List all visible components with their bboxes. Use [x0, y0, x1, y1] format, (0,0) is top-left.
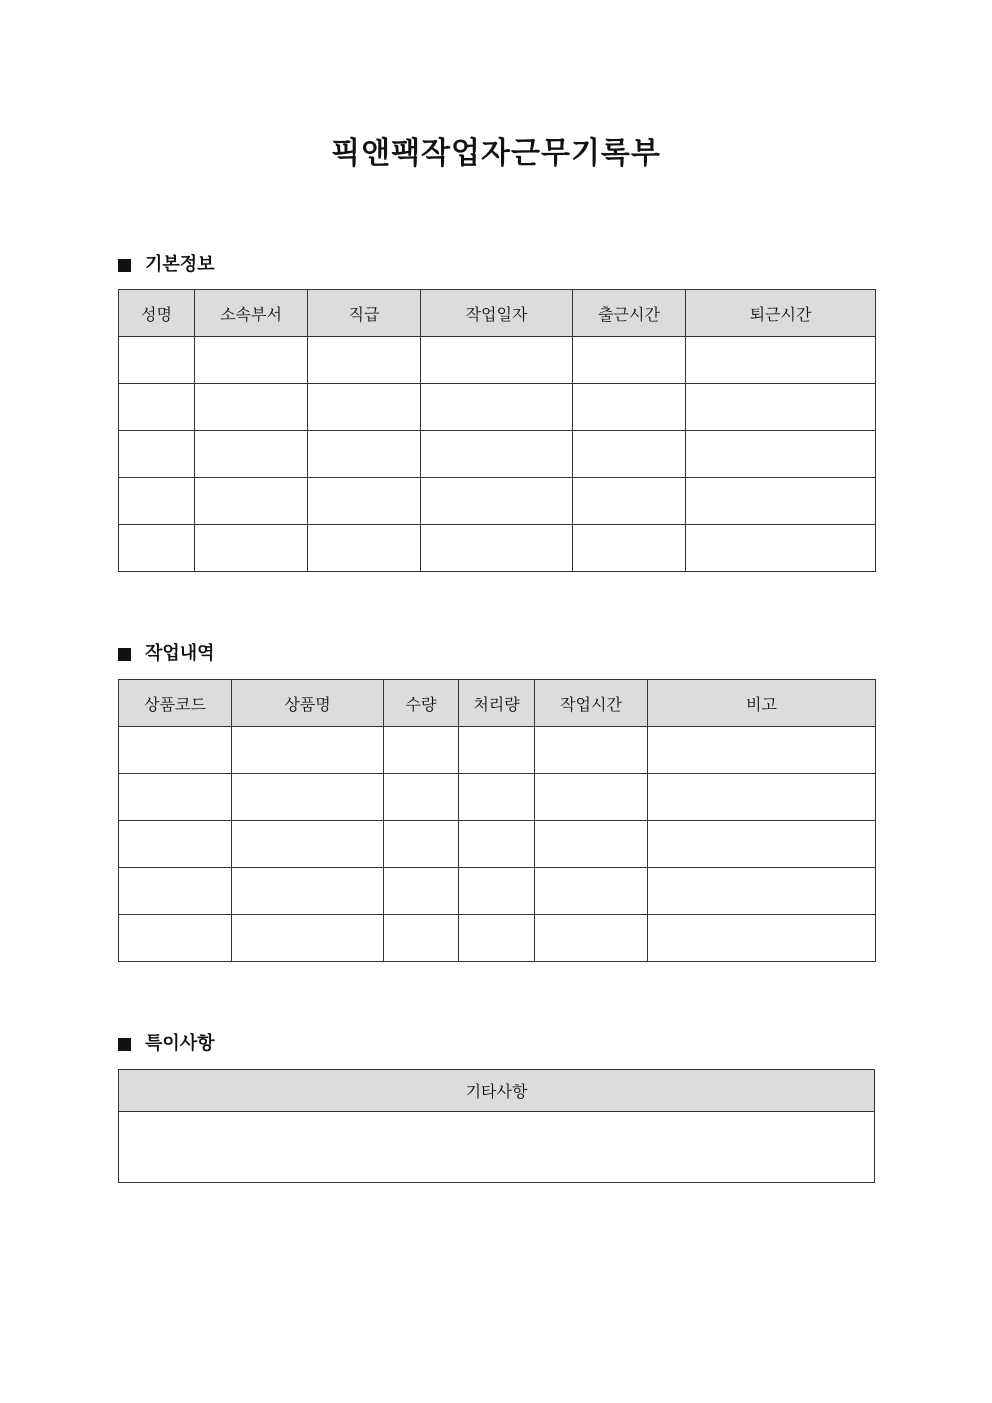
- column-header-clock-in: 출근시간: [573, 290, 686, 337]
- table-cell[interactable]: [119, 821, 232, 868]
- table-cell[interactable]: [459, 821, 535, 868]
- table-cell[interactable]: [119, 915, 232, 962]
- table-cell[interactable]: [573, 525, 686, 572]
- table-cell[interactable]: [232, 774, 384, 821]
- table-cell[interactable]: [573, 431, 686, 478]
- section-title: 작업내역: [145, 643, 215, 664]
- table-cell[interactable]: [308, 478, 421, 525]
- square-bullet-icon: [118, 259, 131, 272]
- table-cell[interactable]: [535, 821, 648, 868]
- section-title: 기본정보: [145, 254, 215, 275]
- column-header-clock-out: 퇴근시간: [686, 290, 876, 337]
- column-header-work-time: 작업시간: [535, 680, 648, 727]
- column-header-name: 성명: [119, 290, 195, 337]
- section-title: 특이사항: [145, 1033, 215, 1054]
- table-cell[interactable]: [459, 774, 535, 821]
- table-row: [119, 868, 876, 915]
- table-row: [119, 821, 876, 868]
- table-row: [119, 774, 876, 821]
- table-cell[interactable]: [648, 915, 876, 962]
- table-cell[interactable]: [384, 868, 459, 915]
- table-row: [119, 431, 876, 478]
- basic-info-table: [118, 289, 876, 572]
- column-header-quantity: 수량: [384, 680, 459, 727]
- table-cell[interactable]: [119, 431, 195, 478]
- table-cell[interactable]: [421, 478, 573, 525]
- table-cell[interactable]: [686, 478, 876, 525]
- table-cell[interactable]: [459, 868, 535, 915]
- table-cell[interactable]: [119, 525, 195, 572]
- table-cell[interactable]: [459, 727, 535, 774]
- table-cell[interactable]: [119, 384, 195, 431]
- table-cell[interactable]: [686, 337, 876, 384]
- table-cell[interactable]: [573, 337, 686, 384]
- notes-body-cell[interactable]: [119, 1112, 875, 1183]
- table-cell[interactable]: [384, 821, 459, 868]
- table-cell[interactable]: [119, 774, 232, 821]
- column-header-work-date: 작업일자: [421, 290, 573, 337]
- table-cell[interactable]: [686, 431, 876, 478]
- table-cell[interactable]: [648, 821, 876, 868]
- table-cell[interactable]: [195, 431, 308, 478]
- table-cell[interactable]: [573, 478, 686, 525]
- column-header-throughput: 처리량: [459, 680, 535, 727]
- table-cell[interactable]: [535, 915, 648, 962]
- table-cell[interactable]: [573, 384, 686, 431]
- table-cell[interactable]: [648, 868, 876, 915]
- table-cell[interactable]: [535, 774, 648, 821]
- table-cell[interactable]: [686, 525, 876, 572]
- table-cell[interactable]: [232, 727, 384, 774]
- table-cell[interactable]: [119, 868, 232, 915]
- document-title: 픽앤팩작업자근무기록부: [331, 136, 661, 171]
- table-cell[interactable]: [232, 868, 384, 915]
- square-bullet-icon: [118, 648, 131, 661]
- table-header-row: [119, 290, 876, 337]
- table-row: [119, 337, 876, 384]
- table-cell[interactable]: [421, 337, 573, 384]
- table-cell[interactable]: [308, 337, 421, 384]
- table-row: [119, 727, 876, 774]
- special-notes-table: [118, 1069, 875, 1183]
- table-cell[interactable]: [308, 431, 421, 478]
- section-heading-work-details: [118, 642, 215, 666]
- section-heading-special-notes: [118, 1032, 215, 1056]
- work-details-table: [118, 679, 876, 962]
- table-cell[interactable]: [232, 915, 384, 962]
- table-cell[interactable]: [308, 525, 421, 572]
- table-cell[interactable]: [195, 478, 308, 525]
- column-header-position: 직급: [308, 290, 421, 337]
- table-cell[interactable]: [421, 525, 573, 572]
- table-cell[interactable]: [195, 384, 308, 431]
- table-cell[interactable]: [535, 727, 648, 774]
- column-header-remarks: 비고: [648, 680, 876, 727]
- table-cell[interactable]: [686, 384, 876, 431]
- table-row: [119, 478, 876, 525]
- table-cell[interactable]: [535, 868, 648, 915]
- table-row: [119, 525, 876, 572]
- table-cell[interactable]: [232, 821, 384, 868]
- column-header-department: 소속부서: [195, 290, 308, 337]
- table-cell[interactable]: [459, 915, 535, 962]
- table-cell[interactable]: [384, 727, 459, 774]
- table-cell[interactable]: [648, 774, 876, 821]
- table-cell[interactable]: [648, 727, 876, 774]
- table-cell[interactable]: [384, 774, 459, 821]
- table-header-row: [119, 680, 876, 727]
- table-cell[interactable]: [119, 478, 195, 525]
- table-cell[interactable]: [119, 337, 195, 384]
- table-row: [119, 1112, 875, 1183]
- column-header-product-code: 상품코드: [119, 680, 232, 727]
- table-row: [119, 384, 876, 431]
- square-bullet-icon: [118, 1038, 131, 1051]
- column-header-product-name: 상품명: [232, 680, 384, 727]
- table-row: [119, 915, 876, 962]
- column-header-other-notes: 기타사항: [119, 1070, 875, 1112]
- table-cell[interactable]: [308, 384, 421, 431]
- table-cell[interactable]: [119, 727, 232, 774]
- section-heading-basic-info: [118, 253, 215, 277]
- table-cell[interactable]: [421, 431, 573, 478]
- table-cell[interactable]: [195, 337, 308, 384]
- table-header-row: [119, 1070, 875, 1112]
- table-cell[interactable]: [384, 915, 459, 962]
- table-cell[interactable]: [195, 525, 308, 572]
- table-cell[interactable]: [421, 384, 573, 431]
